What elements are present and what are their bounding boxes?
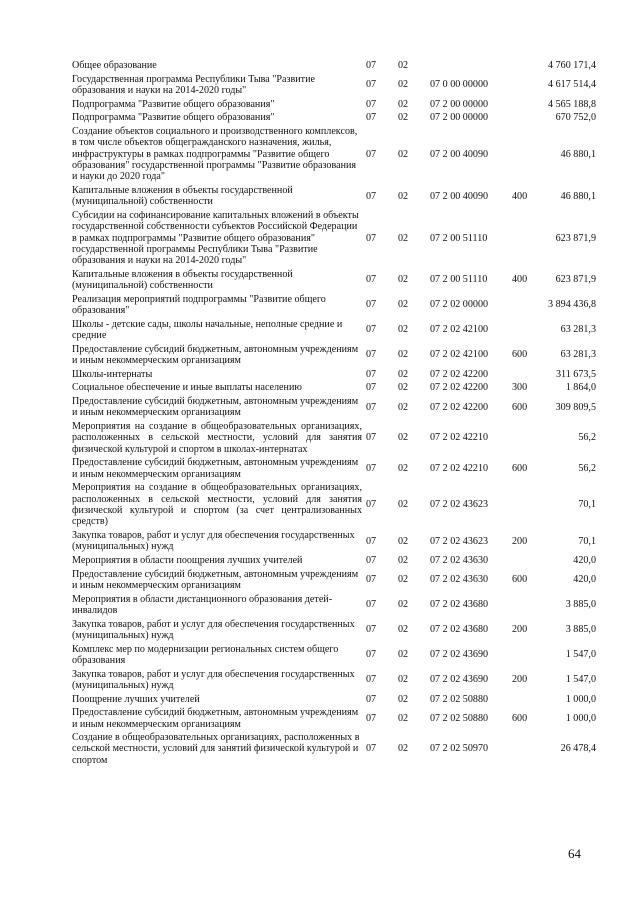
table-row xyxy=(72,457,596,482)
section-code: 07 xyxy=(366,382,377,394)
amount: 3 894 436,8 xyxy=(548,299,596,311)
table-row xyxy=(72,382,596,396)
subsection-code: 02 xyxy=(398,693,409,705)
target-article-code: 07 2 02 43630 xyxy=(430,574,489,586)
subsection-code: 02 xyxy=(398,574,409,586)
amount: 309 809,5 xyxy=(555,401,596,413)
section-code: 07 xyxy=(366,693,377,705)
subsection-code: 02 xyxy=(398,190,409,202)
item-name: Предоставление субсидий бюджетным, автономным учреждениям и иным некоммерческим организациям xyxy=(72,707,359,730)
target-article-code: 07 2 02 42200 xyxy=(430,382,489,394)
subsection-code: 02 xyxy=(398,98,409,110)
table-row xyxy=(72,344,596,369)
table-row xyxy=(72,210,596,269)
amount: 46 880,1 xyxy=(560,148,596,160)
subsection-code: 02 xyxy=(398,79,409,91)
table-row xyxy=(72,569,596,594)
item-name: Комплекс мер по модернизации региональных систем общего образования xyxy=(72,643,339,666)
target-article-code: 07 2 00 00000 xyxy=(430,112,489,124)
amount: 3 885,0 xyxy=(565,624,596,636)
subsection-code: 02 xyxy=(398,743,409,755)
table-row xyxy=(72,555,596,569)
subsection-code: 02 xyxy=(398,624,409,636)
amount: 56,2 xyxy=(578,432,596,444)
amount: 670 752,0 xyxy=(555,112,596,124)
amount: 420,0 xyxy=(573,554,596,566)
item-name: Мероприятия на создание в общеобразовательных организациях, расположенных в сельской местности, условий для занятия физической культурой и спортом в школах-интернатах xyxy=(72,421,362,455)
section-code: 07 xyxy=(366,535,377,547)
expense-type-code: 600 xyxy=(512,401,528,413)
item-name: Капитальные вложения в объекты государственной (муниципальной) собственности xyxy=(72,268,293,292)
item-name: Субсидии на софинансирование капитальных вложений в объекты государственной собственности субъектов Российской Федерации в рамках подпрограммы "Развитие общего образования" государственной программы Республики Тыва "Развитие образования и науки на 2014-2020 годы" xyxy=(72,209,359,267)
expense-type-code xyxy=(512,99,546,113)
item-name: Государственная программа Республики Тыва "Развитие образования и науки на 2014-2020 годы" xyxy=(72,73,315,96)
section-code: 07 xyxy=(366,499,377,511)
expense-type-code: 200 xyxy=(512,624,528,636)
target-article-code: 07 2 02 42210 xyxy=(430,432,489,444)
amount: 1 000,0 xyxy=(565,693,596,705)
expense-type-code xyxy=(512,694,546,708)
amount: 26 478,4 xyxy=(560,743,596,755)
target-article-code: 07 0 00 00000 xyxy=(430,79,489,91)
expense-type-code: 400 xyxy=(512,274,528,286)
amount: 1 864,0 xyxy=(565,382,596,394)
expense-type-code: 300 xyxy=(512,382,528,394)
subsection-code: 02 xyxy=(398,712,409,724)
table-row xyxy=(72,396,596,421)
section-code: 07 xyxy=(366,148,377,160)
item-name: Закупка товаров, работ и услуг для обеспечения государственных (муниципальных) нужд xyxy=(72,618,355,641)
table-row xyxy=(72,294,596,319)
subsection-code: 02 xyxy=(398,368,409,380)
subsection-code: 02 xyxy=(398,649,409,661)
table-row xyxy=(72,482,596,530)
item-name: Реализация мероприятий подпрограммы "Развитие общего образования" xyxy=(72,293,326,317)
item-name: Капитальные вложения в объекты государственной (муниципальной) собственности xyxy=(72,184,293,208)
table-row xyxy=(72,619,596,644)
amount: 4 760 171,4 xyxy=(548,60,596,71)
subsection-code: 02 xyxy=(398,349,409,361)
subsection-code: 02 xyxy=(398,535,409,547)
expense-type-code xyxy=(512,369,546,383)
subsection-code: 02 xyxy=(398,274,409,286)
subsection-code: 02 xyxy=(398,432,409,444)
amount: 623 871,9 xyxy=(555,232,596,244)
budget-table-body xyxy=(72,60,596,768)
page-number: 64 xyxy=(568,846,581,861)
section-code: 07 xyxy=(366,743,377,755)
item-name: Школы-интернаты xyxy=(72,368,153,380)
subsection-code: 02 xyxy=(398,599,409,611)
table-row xyxy=(72,369,596,383)
subsection-code: 02 xyxy=(398,324,409,336)
target-article-code: 07 2 02 43680 xyxy=(430,624,489,636)
table-row xyxy=(72,594,596,619)
item-name: Создание в общеобразовательных организациях, расположенных в сельской местности, условий для занятий физической культурой и спортом xyxy=(72,732,360,766)
item-name: Закупка товаров, работ и услуг для обеспечения государственных (муниципальных) нужд xyxy=(72,529,355,553)
amount: 4 565 188,8 xyxy=(548,98,596,110)
table-row xyxy=(72,530,596,555)
target-article-code: 07 2 02 50880 xyxy=(430,693,489,705)
target-article-code: 07 2 02 43690 xyxy=(430,674,489,686)
expense-type-code: 600 xyxy=(512,712,528,724)
expense-type-code xyxy=(512,482,546,530)
amount: 623 871,9 xyxy=(555,274,596,286)
expense-type-code: 600 xyxy=(512,463,528,474)
expense-type-code: 400 xyxy=(512,190,528,202)
table-row xyxy=(72,269,596,294)
target-article-code: 07 2 02 50970 xyxy=(430,743,489,755)
subsection-code: 02 xyxy=(398,112,409,124)
target-article-code: 07 2 02 42210 xyxy=(430,463,489,474)
section-code: 07 xyxy=(366,624,377,636)
target-article-code: 07 2 02 00000 xyxy=(430,299,489,311)
target-article-code: 07 2 00 51110 xyxy=(430,274,488,286)
subsection-code: 02 xyxy=(398,148,409,160)
amount: 1 547,0 xyxy=(565,649,596,661)
item-name: Предоставление субсидий бюджетным, автономным учреждениям и иным некоммерческим организациям xyxy=(72,568,359,591)
target-article-code: 07 2 02 43680 xyxy=(430,599,489,611)
target-article-code: 07 2 00 40090 xyxy=(430,148,489,160)
item-name: Подпрограмма "Развитие общего образования" xyxy=(72,112,275,124)
table-row xyxy=(72,694,596,708)
section-code: 07 xyxy=(366,274,377,286)
subsection-code: 02 xyxy=(398,60,409,71)
amount: 70,1 xyxy=(578,499,596,511)
table-row xyxy=(72,99,596,113)
item-name: Социальное обеспечение и иные выплаты населению xyxy=(72,382,302,394)
item-name: Предоставление субсидий бюджетным, автономным учреждениям и иным некоммерческим организациям xyxy=(72,457,359,480)
subsection-code: 02 xyxy=(398,232,409,244)
item-name: Мероприятия в области поощрения лучших учителей xyxy=(72,554,303,566)
subsection-code: 02 xyxy=(398,674,409,686)
table-row xyxy=(72,126,596,185)
section-code: 07 xyxy=(366,463,377,474)
table-row xyxy=(72,644,596,669)
amount: 1 547,0 xyxy=(565,674,596,686)
section-code: 07 xyxy=(366,190,377,202)
section-code: 07 xyxy=(366,674,377,686)
expense-type-code: 200 xyxy=(512,535,528,547)
expense-type-code xyxy=(512,126,546,185)
table-row xyxy=(72,421,596,457)
budget-table xyxy=(72,60,596,768)
target-article-code: 07 2 00 40090 xyxy=(430,190,489,202)
section-code: 07 xyxy=(366,324,377,336)
subsection-code: 02 xyxy=(398,299,409,311)
table-row xyxy=(72,669,596,694)
section-code: 07 xyxy=(366,349,377,361)
table-row xyxy=(72,319,596,344)
item-name: Поощрение лучших учителей xyxy=(72,693,200,705)
expense-type-code xyxy=(512,112,546,126)
amount: 4 617 514,4 xyxy=(548,79,596,91)
table-row xyxy=(72,112,596,126)
expense-type-code xyxy=(512,294,546,319)
section-code: 07 xyxy=(366,599,377,611)
subsection-code: 02 xyxy=(398,499,409,511)
subsection-code: 02 xyxy=(398,382,409,394)
amount: 311 673,5 xyxy=(555,368,596,380)
expense-type-code xyxy=(512,421,546,457)
expense-type-code: 200 xyxy=(512,674,528,686)
expense-type-code xyxy=(512,644,546,669)
item-name: Предоставление субсидий бюджетным, автономным учреждениям и иным некоммерческим организациям xyxy=(72,396,359,419)
expense-type-code xyxy=(512,74,546,99)
amount: 70,1 xyxy=(578,535,596,547)
target-article-code: 07 2 02 43630 xyxy=(430,554,489,566)
section-code: 07 xyxy=(366,232,377,244)
amount: 3 885,0 xyxy=(565,599,596,611)
section-code: 07 xyxy=(366,432,377,444)
item-name: Мероприятия в области дистанционного образования детей-инвалидов xyxy=(72,593,333,616)
target-article-code: 07 2 02 42200 xyxy=(430,401,489,413)
subsection-code: 02 xyxy=(398,463,409,474)
section-code: 07 xyxy=(366,299,377,311)
item-name: Создание объектов социального и производственного комплексов, в том числе объектов общегражданского назначения, жилья, инфраструктуры в рамках подпрограммы "Развитие общего образования" государственной программы "Развитие образования и науки до 2020 года" xyxy=(72,126,358,183)
item-name: Школы - детские сады, школы начальные, неполные средние и средние xyxy=(72,318,343,342)
table-row xyxy=(72,74,596,99)
amount: 420,0 xyxy=(573,574,596,586)
table-row xyxy=(72,732,596,768)
section-code: 07 xyxy=(366,79,377,91)
section-code: 07 xyxy=(366,112,377,124)
target-article-code: 07 2 02 50880 xyxy=(430,712,489,724)
item-name: Подпрограмма "Развитие общего образования" xyxy=(72,98,275,110)
amount: 56,2 xyxy=(578,463,596,474)
table-row xyxy=(72,60,596,74)
amount: 63 281,3 xyxy=(560,349,596,361)
expense-type-code xyxy=(512,555,546,569)
section-code: 07 xyxy=(366,60,377,71)
expense-type-code xyxy=(512,319,546,344)
expense-type-code xyxy=(512,210,546,269)
section-code: 07 xyxy=(366,712,377,724)
target-article-code xyxy=(430,60,512,74)
target-article-code: 07 2 00 51110 xyxy=(430,232,488,244)
section-code: 07 xyxy=(366,649,377,661)
target-article-code: 07 2 02 42200 xyxy=(430,368,489,380)
item-name: Предоставление субсидий бюджетным, автономным учреждениям и иным некоммерческим организациям xyxy=(72,343,359,367)
amount: 46 880,1 xyxy=(560,190,596,202)
table-row xyxy=(72,707,596,732)
section-code: 07 xyxy=(366,368,377,380)
expense-type-code xyxy=(512,60,546,74)
section-code: 07 xyxy=(366,574,377,586)
section-code: 07 xyxy=(366,98,377,110)
target-article-code: 07 2 02 43690 xyxy=(430,649,489,661)
section-code: 07 xyxy=(366,554,377,566)
target-article-code: 07 2 02 42100 xyxy=(430,349,489,361)
expense-type-code xyxy=(512,594,546,619)
expense-type-code: 600 xyxy=(512,574,528,586)
expense-type-code: 600 xyxy=(512,349,528,361)
subsection-code: 02 xyxy=(398,401,409,413)
target-article-code: 07 2 00 00000 xyxy=(430,98,489,110)
amount: 1 000,0 xyxy=(565,712,596,724)
item-name: Закупка товаров, работ и услуг для обеспечения государственных (муниципальных) нужд xyxy=(72,668,355,691)
expense-type-code xyxy=(512,732,546,768)
subsection-code: 02 xyxy=(398,554,409,566)
table-row xyxy=(72,185,596,210)
target-article-code: 07 2 02 43623 xyxy=(430,535,489,547)
section-code: 07 xyxy=(366,401,377,413)
target-article-code: 07 2 02 42100 xyxy=(430,324,489,336)
amount: 63 281,3 xyxy=(560,324,596,336)
item-name: Общее образование xyxy=(72,60,157,71)
target-article-code: 07 2 02 43623 xyxy=(430,499,489,511)
item-name: Мероприятия на создание в общеобразовательных организациях, расположенных в сельской местности, условий для занятия физической культурой и спортом (за счет централизованных средств) xyxy=(72,482,362,528)
